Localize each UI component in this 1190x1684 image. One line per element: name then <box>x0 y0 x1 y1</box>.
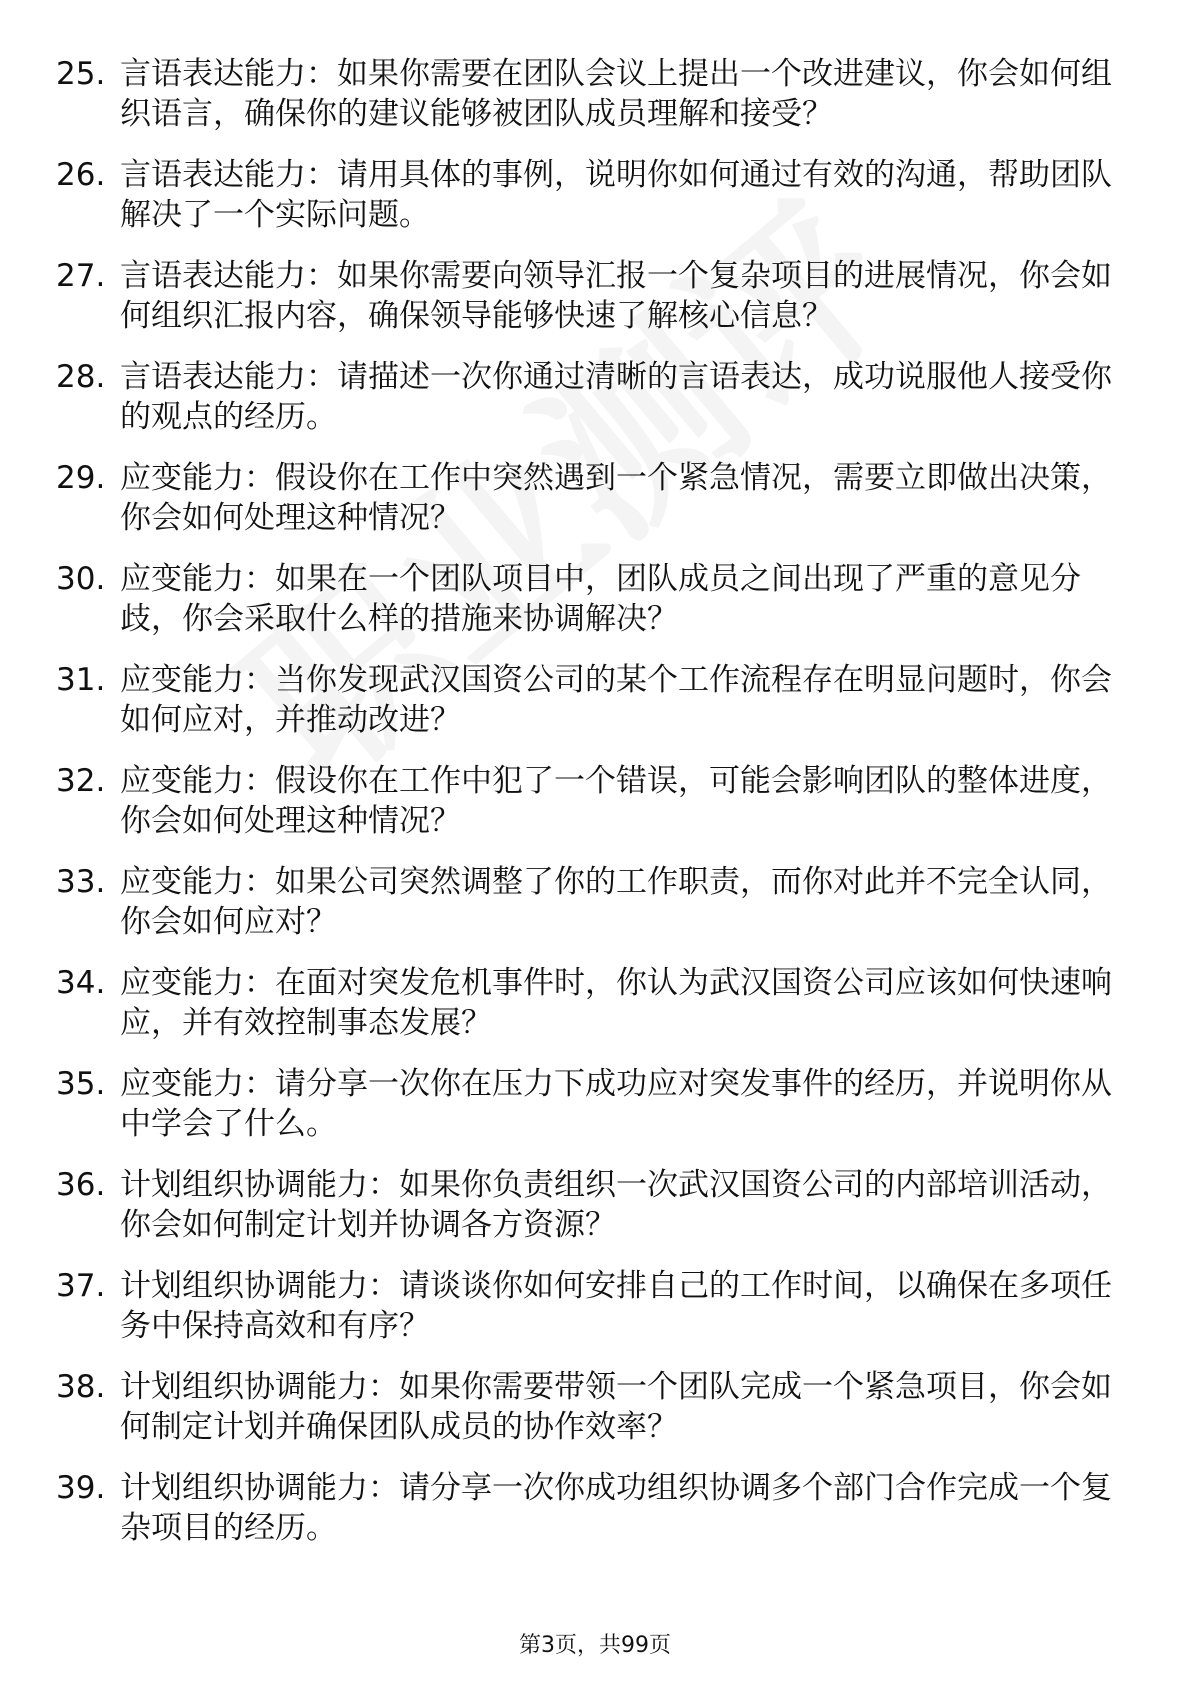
question-text: 言语表达能力：请用具体的事例，说明你如何通过有效的沟通，帮助团队解决了一个实际问题。 <box>120 157 1112 233</box>
question-item <box>56 660 1116 740</box>
page-number-footer: 第3页，共99页 <box>519 1633 671 1658</box>
question-item <box>56 1064 1116 1144</box>
question-number: 25. <box>56 56 106 92</box>
question-list <box>56 54 1116 1569</box>
question-number: 27. <box>56 258 106 294</box>
question-item <box>56 155 1116 235</box>
question-number: 26. <box>56 157 106 193</box>
question-item <box>56 862 1116 942</box>
question-item <box>56 1468 1116 1548</box>
question-item <box>56 1165 1116 1245</box>
question-number: 28. <box>56 359 106 395</box>
question-number: 29. <box>56 460 106 496</box>
question-number: 31. <box>56 662 106 698</box>
question-text: 应变能力：如果公司突然调整了你的工作职责，而你对此并不完全认同，你会如何应对？ <box>120 864 1112 940</box>
question-number: 35. <box>56 1066 106 1102</box>
question-item <box>56 1266 1116 1346</box>
question-text: 应变能力：假设你在工作中突然遇到一个紧急情况，需要立即做出决策，你会如何处理这种情况？ <box>120 460 1112 536</box>
question-text: 应变能力：当你发现武汉国资公司的某个工作流程存在明显问题时，你会如何应对，并推动改进？ <box>120 662 1112 738</box>
question-text: 计划组织协调能力：如果你需要带领一个团队完成一个紧急项目，你会如何制定计划并确保团队成员的协作效率？ <box>120 1369 1112 1445</box>
question-text: 应变能力：在面对突发危机事件时，你认为武汉国资公司应该如何快速响应，并有效控制事态发展？ <box>120 965 1112 1041</box>
question-text: 计划组织协调能力：如果你负责组织一次武汉国资公司的内部培训活动，你会如何制定计划并协调各方资源？ <box>120 1167 1112 1243</box>
question-text: 应变能力：如果在一个团队项目中，团队成员之间出现了严重的意见分歧，你会采取什么样的措施来协调解决？ <box>120 561 1081 637</box>
question-text: 应变能力：请分享一次你在压力下成功应对突发事件的经历，并说明你从中学会了什么。 <box>120 1066 1112 1142</box>
question-item <box>56 963 1116 1043</box>
question-text: 言语表达能力：如果你需要在团队会议上提出一个改进建议，你会如何组织语言，确保你的建议能够被团队成员理解和接受？ <box>120 56 1112 132</box>
question-item <box>56 761 1116 841</box>
question-item <box>56 458 1116 538</box>
question-item <box>56 256 1116 336</box>
question-text: 计划组织协调能力：请谈谈你如何安排自己的工作时间，以确保在多项任务中保持高效和有序？ <box>120 1268 1112 1344</box>
question-text: 计划组织协调能力：请分享一次你成功组织协调多个部门合作完成一个复杂项目的经历。 <box>120 1470 1112 1546</box>
question-number: 38. <box>56 1369 106 1405</box>
question-number: 33. <box>56 864 106 900</box>
question-item <box>56 559 1116 639</box>
question-number: 32. <box>56 763 106 799</box>
question-item <box>56 1367 1116 1447</box>
question-number: 39. <box>56 1470 106 1506</box>
question-number: 36. <box>56 1167 106 1203</box>
question-number: 37. <box>56 1268 106 1304</box>
question-text: 应变能力：假设你在工作中犯了一个错误，可能会影响团队的整体进度，你会如何处理这种情况？ <box>120 763 1112 839</box>
question-number: 30. <box>56 561 106 597</box>
question-number: 34. <box>56 965 106 1001</box>
question-text: 言语表达能力：如果你需要向领导汇报一个复杂项目的进展情况，你会如何组织汇报内容，确保领导能够快速了解核心信息？ <box>120 258 1112 334</box>
question-text: 言语表达能力：请描述一次你通过清晰的言语表达，成功说服他人接受你的观点的经历。 <box>120 359 1112 435</box>
question-item <box>56 357 1116 437</box>
question-item <box>56 54 1116 134</box>
